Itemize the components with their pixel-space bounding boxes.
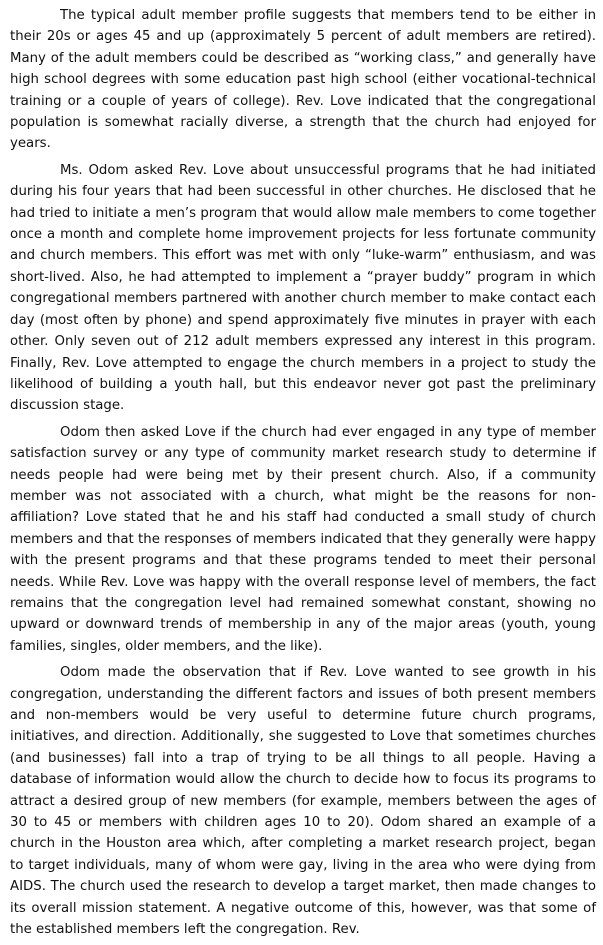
paragraph-member-profile: The typical adult member profile suggests that members tend to be either in their 20s or ages 45 and up (approximately 5 percent of adult members are retired). Many of the adult members could be described as “working class,” and generally have high school degrees with some education past high school (either vocational-technical training or a couple of years of college). Rev. Love indicated that the congregational population is somewhat racially diverse, a strength that the church had enjoyed for years. [10, 8, 596, 152]
paragraph-satisfaction-survey: Odom then asked Love if the church had ever engaged in any type of member satisfaction survey or any type of community market research study to determine if needs people had were being met by their present church. Also, if a community member was not associated with a church, what might be the reasons for non-affiliation? Love stated that he and his staff had conducted a small study of church members and that the responses of members indicated that they generally were happy with the present programs and that these programs tended to meet their personal needs. While Rev. Love was happy with the overall response level of members, the fact remains that the congregation level had remained somewhat constant, showing no upward or downward trends of membership in any of the major areas (youth, young families, singles, older members, and the like). [10, 424, 596, 654]
paragraph-growth-observation: Odom made the observation that if Rev. Love wanted to see growth in his congregation, understanding the different factors and issues of both present members and non-members would be very useful to determine future church programs, initiatives, and direction. Additionally, she suggested to Love that sometimes churches (and businesses) fall into a trap of trying to be all things to all people. Having a database of information would allow the church to decide how to focus its programs to attract a desired group of new members (for example, members between the ages of 30 to 45 or members with children ages 10 to 20). Odom shared an example of a church in the Houston area which, after completing a market research project, began to target individuals, many of whom were gay, living in the area who were dying from AIDS. The church used the research to develop a target market, then made changes to its overall mission statement. A negative outcome of this, however, was that some of the established members left the congregation. Rev. [10, 665, 596, 938]
document-page [10, 5, 596, 945]
paragraph-unsuccessful-programs: Ms. Odom asked Rev. Love about unsuccessful programs that he had initiated during his four years that had been successful in other churches. He disclosed that he had tried to initiate a men’s program that would allow male members to come together once a month and complete home improvement projects for less fortunate community and church members. This effort was met with only “luke-warm” enthusiasm, and was short-lived. Also, he had attempted to implement a “prayer buddy” program in which congregational members partnered with another church member to make contact each day (most often by phone) and spend approximately five minutes in prayer with each other. Only seven out of 212 adult members expressed any interest in this program. Finally, Rev. Love attempted to engage the church members in a project to study the likelihood of building a youth hall, but this endeavor never got past the preliminary discussion stage. [10, 162, 596, 414]
